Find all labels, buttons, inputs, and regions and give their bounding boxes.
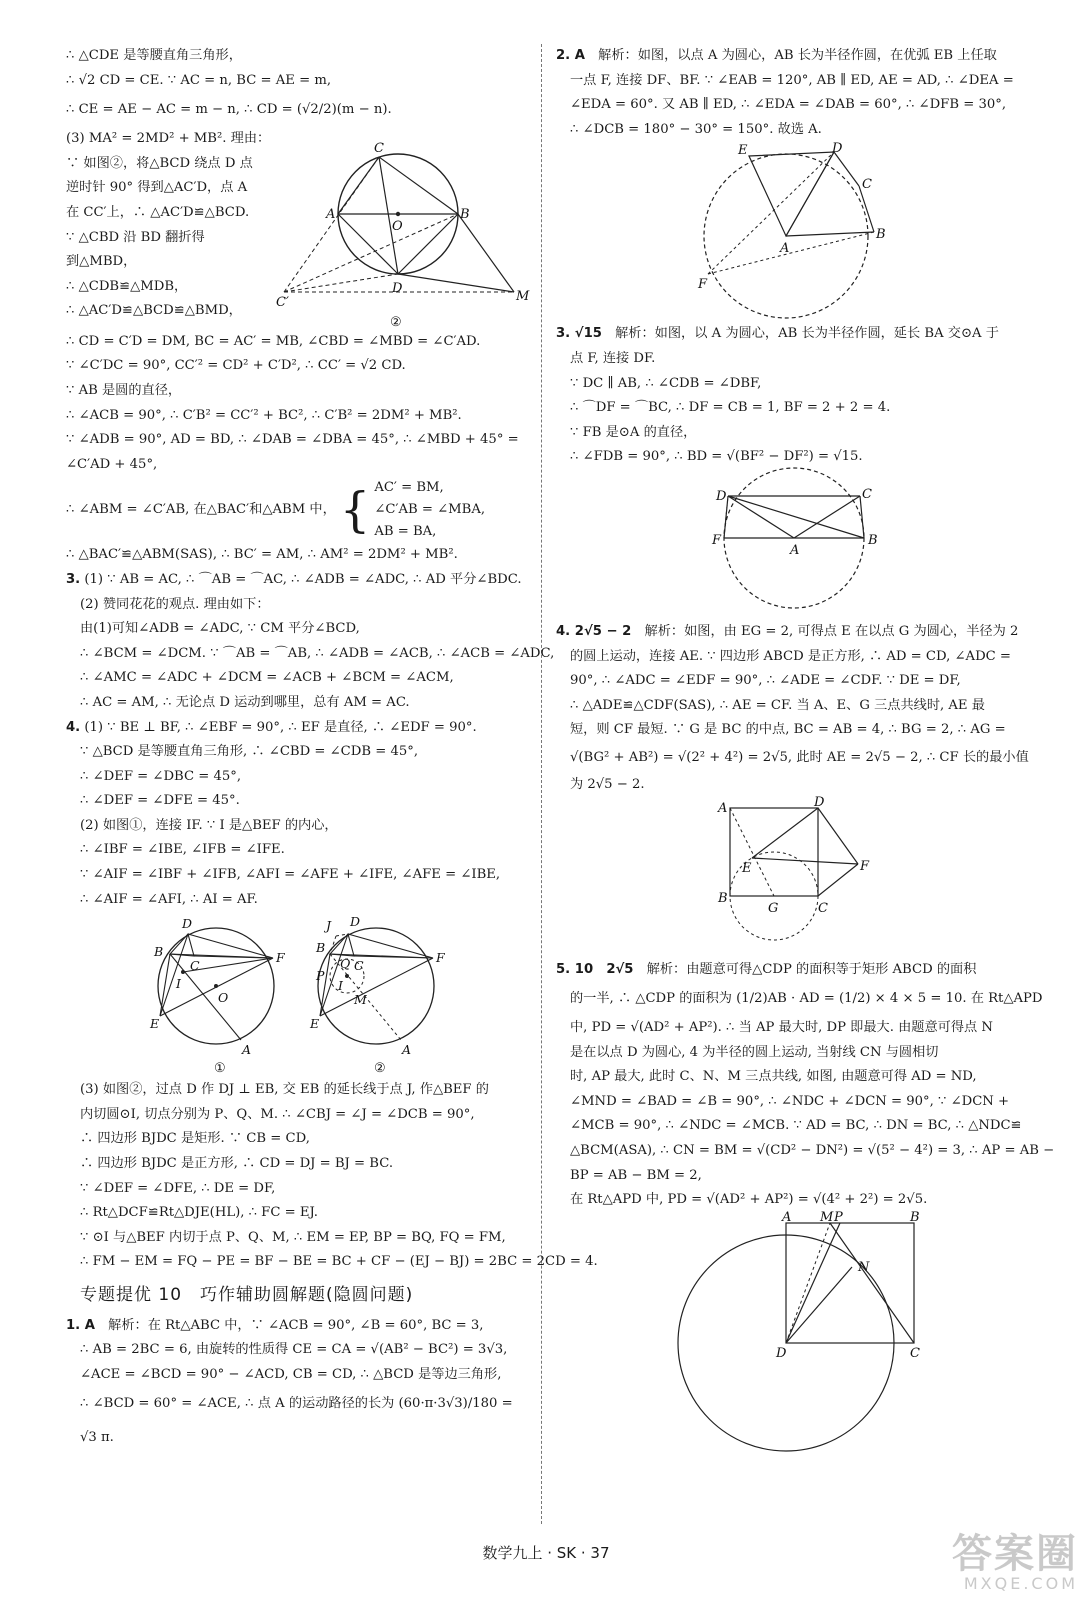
text-line: ∵ ∠DEF = ∠DFE, ∴ DE = DF, [80,1180,276,1196]
text-line: ∴ △ADE≌△CDF(SAS), ∴ AE = CF. 当 A、E、G 三点共线时, AE 最 [570,697,985,713]
fig1-label-A: A [242,1042,252,1058]
text-line: ∴ ⌒DF = ⌒BC, ∴ DF = CB = 1, BF = 2 + 2 = 4. [570,400,891,416]
text-line: ∴ ∠BCD = 60° = ∠ACE, ∴ 点 A 的运动路径的长为 (60·π·3√3)/180 = [80,1396,513,1412]
incircle-figures [66,912,506,1078]
text-line: ∴ 四边形 BJDC 是正方形, ∴ CD = DJ = BJ = BC. [80,1156,394,1172]
text-line: ∴ ∠ABM = ∠C′AB, 在△BAC′和△ABM 中， [66,502,336,518]
text-line: 解析：如图，由 EG = 2, 可得点 E 在以点 G 为圆心，半径为 2 [644,623,1019,639]
text-line: 由(1)可知∠ADB = ∠ADC, ∵ CM 平分∠BCD, [80,621,360,637]
text-line: (1) ∵ AB = AC, ∴ ⌒AB = ⌒AC, ∴ ∠ADB = ∠ADC, ∴ AD 平分∠BDC. [84,571,522,587]
text-line: √(BG² + AB²) = √(2² + 4²) = 2√5, 此时 AE = 2√5 − 2, ∴ CF 长的最小值 [570,749,1029,765]
fig2-label-E: E [310,1016,320,1032]
fig1-label-I: I [176,976,181,992]
fig2-label-D: D [350,914,361,930]
fig2-label-P: P [316,968,325,984]
label-A: A [326,206,336,222]
q2-figure [556,142,1036,322]
fig1-label-D: D [182,916,193,932]
q4-label-G: G [768,900,779,916]
fig2-label-J: J [326,918,332,934]
q5-label-D: D [776,1345,787,1361]
q5-figure [556,1209,1036,1429]
fig2-label-I: I [338,978,343,994]
q2-label-F: F [698,277,708,293]
q2-label-D: D [832,141,843,157]
text-line: 解析：在 Rt△ABC 中，∵ ∠ACB = 90°, ∠B = 60°, BC = 3, [108,1317,484,1333]
text-line: ∠MND = ∠BAD = ∠B = 90°, ∴ ∠NDC + ∠DCN = 90°, ∵ ∠DCN + [570,1093,1010,1109]
text-line: √3 π. [80,1430,114,1446]
text-line: 时, AP 最大, 此时 C、N、M 三点共线, 如图, 由题意可得 AD = ND, [570,1069,977,1085]
label-O: O [392,218,403,234]
text-line: ∵ DC ∥ AB, ∴ ∠CDB = ∠DBF, [570,375,762,391]
text-line: ∴ ∠AIF = ∠AFI, ∴ AI = AF. [80,891,258,907]
text-line: 的一半, ∴ △CDP 的面积为 (1/2)AB · AD = (1/2) × 4 × 5 = 10. 在 Rt△APD [570,991,1043,1007]
text-line: 点 F, 连接 DF. [570,350,656,366]
text-line: ∴ △AC′D≌△BCD≌△BMD， [66,303,242,319]
text-line: ∠MCB = 90°, ∴ ∠NDC = ∠MCB. ∵ AD = BC, ∴ DN = BC, ∴ △NDC≌ [570,1118,1022,1134]
text-line: ∵ 如图②，将△BCD 绕点 D 点 [66,155,253,171]
text-line: ∴ ∠DEF = ∠DBC = 45°, [80,768,242,784]
brace-item: AC′ = BM, [374,480,444,496]
q4-label-A: A [718,800,728,816]
text-line: 解析：如图，以 A 为圆心，AB 长为半径作圆，延长 BA 交⊙A 于 [615,326,999,342]
text-line: (3) MA² = 2MD² + MB². 理由： [66,131,271,147]
section-title: 专题提优 10 巧作辅助圆解题(隐圆问题) [80,1285,414,1305]
fig2-label-Q: Q [340,956,351,972]
q3-label-B: B [868,532,878,548]
text-line: ∴ ∠FDB = 90°, ∴ BD = √(BF² − DF²) = √15. [570,449,863,465]
text-line: ∵ △CBD 沿 BD 翻折得 [66,229,205,245]
text-line: ∠C′AD + 45°, [66,456,158,472]
text-line: ∴ ∠AMC = ∠ADC + ∠DCM = ∠ACB + ∠BCM = ∠ACM, [80,670,454,686]
q5-label-B: B [910,1209,920,1225]
q5-label-A: A [782,1209,792,1225]
text-line: (3) 如图②，过点 D 作 DJ ⊥ EB, 交 EB 的延长线于点 J, 作△BEF 的 [80,1082,489,1098]
fig1-label-E: E [150,1016,160,1032]
text-line: ∵ △BCD 是等腰直角三角形, ∴ ∠CBD = ∠CDB = 45°, [80,744,419,760]
q5-label-N: N [858,1259,870,1275]
text-line: △BCM(ASA), ∴ CN = BM = √(CD² − DN²) = √(5² − 4²) = 3, ∴ AP = AB − [570,1143,1055,1159]
brace-symbol: { [339,482,371,539]
label-D: D [392,280,403,296]
text-line: ∵ ∠C′DC = 90°, CC′² = CD² + C′D², ∴ CC′ = √2 CD. [66,358,406,374]
q5-label-P: P [834,1209,843,1225]
fig1-label-B: B [154,944,164,960]
text-line: 逆时针 90° 得到△AC′D，点 A [66,180,248,196]
text-line: ∴ CE = AE − AC = m − n, ∴ CD = (√2/2)(m − n). [66,102,392,118]
text-line: (2) 赞同花花的观点. 理由如下： [80,596,270,612]
q3-label-D: D [716,488,727,504]
q4-label-B: B [718,890,728,906]
text-line: ∠EDA = 60°. 又 AB ∥ ED, ∴ ∠EDA = ∠DAB = 60°, ∴ ∠DFB = 30°, [570,97,1007,113]
text-line: 内切圆⊙I, 切点分别为 P、Q、M. ∴ ∠CBJ = ∠J = ∠DCB = 90°, [80,1106,475,1122]
text-line: BP = AB − BM = 2, [570,1167,702,1183]
q3-figure-block [66,140,530,330]
page-footer: 数学九上 · SK · 37 [482,1544,610,1562]
text-line: 解析：由题意可得△CDP 的面积等于矩形 ABCD 的面积 [646,961,977,977]
q2-label-B: B [876,227,886,243]
q4-label-E: E [742,860,752,876]
q3-label-C: C [862,486,872,502]
q5-label-M: M [820,1209,834,1225]
q3-label-F: F [712,532,722,548]
question-number: 5. 10 2√5 [556,961,634,977]
text-line: 中, PD = √(AD² + AP²). ∴ 当 AP 最大时, DP 即最大. 由题意可得点 N [570,1020,993,1036]
text-line: 为 2√5 − 2. [570,776,645,792]
q4-label-D: D [814,794,825,810]
fig2-label-M: M [354,992,367,1008]
q4-label-C: C [818,900,828,916]
text-line: ∵ ⊙I 与△BEF 内切于点 P、Q、M, ∴ EM = EP, BP = BQ, FQ = FM, [80,1229,506,1245]
text-line: 解析：如图，以点 A 为圆心，AB 长为半径作圆，在优弧 EB 上任取 [598,48,997,63]
text-line: 短，则 CF 最短. ∵ G 是 BC 的中点, BC = AB = 4, ∴ BG = 2, ∴ AG = [570,722,1006,738]
column-divider [541,44,542,1524]
text-line: ∴ △BAC′≌△ABM(SAS), ∴ BC′ = AM, ∴ AM² = 2DM² + MB². [66,547,458,563]
fig1-label-O: O [218,990,229,1006]
question-number: 1. A [66,1317,95,1333]
text-line: ∵ ∠ADB = 90°, AD = BD, ∴ ∠DAB = ∠DBA = 45°, ∴ ∠MBD + 45° = [66,432,519,448]
text-line: (1) ∵ BE ⊥ BF, ∴ ∠EBF = 90°, ∴ EF 是直径, ∴ ∠EDF = 90°. [84,719,477,735]
text-line: ∴ ∠DCB = 180° − 30° = 150°. 故选 A. [570,121,822,137]
question-number: 4. [66,719,81,735]
q2-label-C: C [862,177,872,193]
text-line: 在 Rt△APD 中, PD = √(AD² + AP²) = √(4² + 2²) = 2√5. [570,1192,928,1208]
label-C-prime: C′ [276,294,289,310]
text-line: ∴ △CDB≌△MDB， [66,278,188,294]
question-number: 3. [66,571,81,587]
fig2-label-B: B [316,940,326,956]
fig2-label-F: F [436,950,445,966]
fig2-caption: ② [374,1061,386,1077]
brace-item: ∠C′AB = ∠MBA, [374,502,486,518]
text-line: ∴ √2 CD = CE. ∵ AC = n, BC = AE = m, [66,72,332,88]
text-line: 90°, ∴ ∠ADC = ∠EDF = 90°, ∴ ∠ADE = ∠CDF. ∵ DE = DF, [570,673,961,689]
question-number: 2. A [556,48,585,63]
text-line: ∴ ∠BCM = ∠DCM. ∵ ⌒AB = ⌒AB, ∴ ∠ADB = ∠ACB, ∴ ∠ACB = ∠ADC, [80,645,555,661]
text-line: 是在以点 D 为圆心, 4 为半径的圆上运动, 当射线 CN 与圆相切 [570,1044,939,1060]
text-line: (2) 如图①，连接 IF. ∵ I 是△BEF 的内心， [80,817,338,833]
text-line: ∴ CD = C′D = DM, BC = AC′ = MB, ∠CBD = ∠MBD = ∠C′AD. [66,333,481,349]
text-line: 一点 F, 连接 DF、BF. ∵ ∠EAB = 120°, AB ∥ ED, AE = AD, ∴ ∠DEA = [570,72,1014,88]
q5-label-C: C [910,1345,920,1361]
label-B: B [460,206,470,222]
text-line: ∴ Rt△DCF≌Rt△DJE(HL), ∴ FC = EJ. [80,1205,318,1221]
text-line: ∵ FB 是⊙A 的直径， [570,424,697,440]
text-line: 的圆上运动，连接 AE. ∵ 四边形 ABCD 是正方形, ∴ AD = CD, ∠ADC = [570,648,1011,664]
watermark-url: MXQE.COM [963,1574,1078,1593]
q3-figure [556,470,1036,620]
text-line: ∴ 四边形 BJDC 是矩形. ∵ CB = CD, [80,1131,310,1147]
text-line: ∴ ∠IBF = ∠IBE, ∠IFB = ∠IFE. [80,842,285,858]
q4-figure [556,794,1036,958]
text-line: ∴ ∠ACB = 90°, ∴ C′B² = CC′² + BC², ∴ C′B² = 2DM² + MB². [66,407,462,423]
fig2-label-A: A [402,1042,412,1058]
label-M: M [516,288,530,304]
text-line: ∵ AB 是圆的直径， [66,382,182,398]
text-line: ∠ACE = ∠BCD = 90° − ∠ACD, CB = CD, ∴ △BCD 是等边三角形, [80,1366,502,1382]
text-line: ∴ △CDE 是等腰直角三角形， [66,48,242,63]
watermark-text: 答案圈 [952,1531,1078,1577]
fig1-label-F: F [276,950,285,966]
brace-system [66,477,528,543]
text-line: ∵ ∠AIF = ∠IBF + ∠IFB, ∠AFI = ∠AFE + ∠IFE, ∠AFE = ∠IBE, [80,867,501,883]
question-number: 3. √15 [556,326,602,342]
text-line: 到△MBD， [66,254,137,270]
text-line: ∴ ∠DEF = ∠DFE = 45°. [80,793,240,809]
q2-label-A: A [780,241,790,257]
label-C: C [374,140,384,156]
circle-figure-2 [276,126,536,336]
text-line: ∴ AB = 2BC = 6, 由旋转的性质得 CE = CA = √(AB² − BC²) = 3√3, [80,1342,508,1358]
fig2-label-C: C [354,958,364,974]
fig1-label-C: C [190,958,200,974]
question-number: 4. 2√5 − 2 [556,623,632,639]
right-column [556,44,1055,1429]
q2-label-E: E [738,143,748,159]
q3-label-A: A [790,542,800,558]
fig1-caption: ① [214,1061,226,1077]
text-line: ∴ AC = AM, ∴ 无论点 D 运动到哪里，总有 AM = AC. [80,694,410,710]
figure-caption: ② [390,314,402,330]
watermark-logo [868,1531,1078,1593]
text-line: 在 CC′上，∴ △AC′D≌△BCD. [66,204,250,220]
q4-label-F: F [860,858,870,874]
brace-item: AB = BA, [374,524,437,540]
text-line: ∴ FM − EM = FQ − PE = BF − BE = BC + CF − (EJ − BJ) = 2BC = 2CD = 4. [80,1254,598,1270]
